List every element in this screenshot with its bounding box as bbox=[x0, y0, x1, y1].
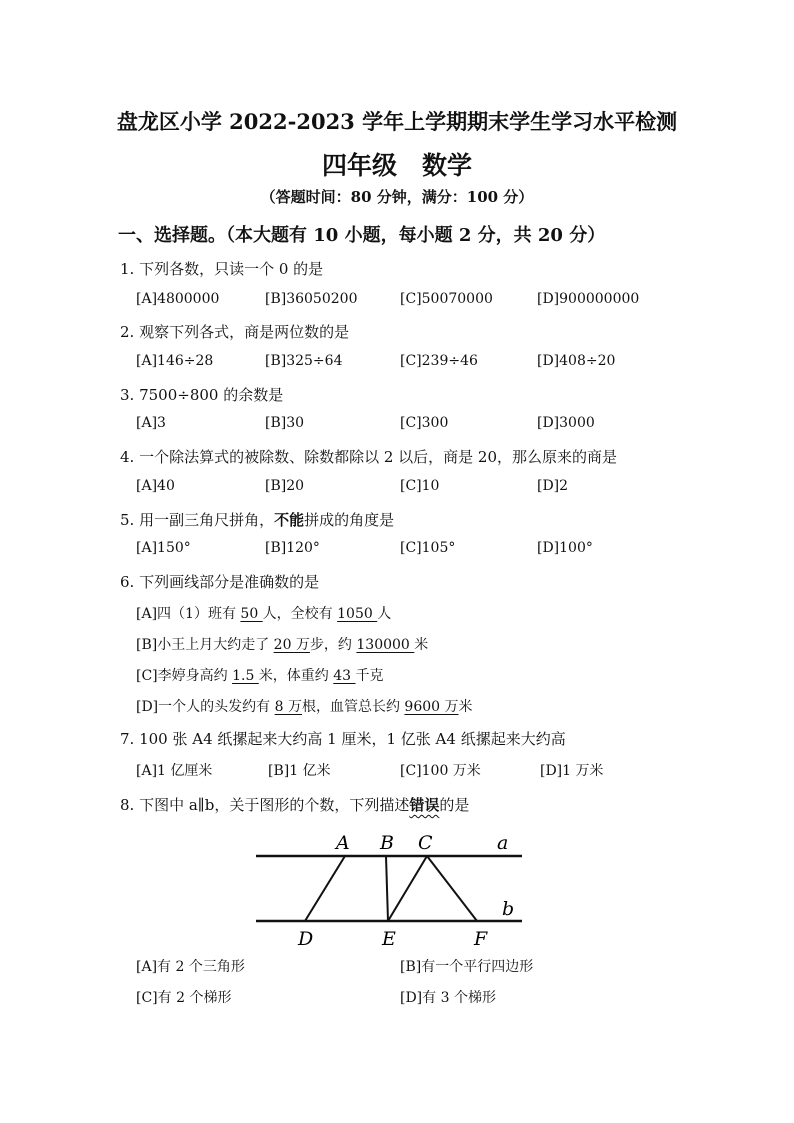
label-B: B bbox=[380, 832, 394, 854]
question-1-option-a[interactable]: [A]4800000 bbox=[136, 291, 220, 307]
question-5-option-b[interactable]: [B]120° bbox=[265, 540, 320, 556]
segment-ad bbox=[305, 856, 345, 921]
question-7-option-a[interactable]: [A]1 亿厘米 bbox=[136, 763, 213, 779]
question-1-option-b[interactable]: [B]36050200 bbox=[265, 291, 358, 307]
label-A: A bbox=[336, 832, 350, 854]
question-6-option-b[interactable]: [B]小王上月大约走了 20 万步，约 130000 米 bbox=[136, 637, 429, 653]
question-3-option-a[interactable]: [A]3 bbox=[136, 415, 166, 431]
question-2-option-b[interactable]: [B]325÷64 bbox=[265, 353, 343, 369]
label-a: a bbox=[497, 832, 509, 854]
question-1-option-d[interactable]: [D]900000000 bbox=[537, 291, 640, 307]
question-6-option-d[interactable]: [D]一个人的头发约有 8 万根，血管总长约 9600 万米 bbox=[136, 699, 473, 715]
question-3-option-b[interactable]: [B]30 bbox=[265, 415, 305, 431]
question-8-option-c[interactable]: [C]有 2 个梯形 bbox=[136, 990, 232, 1006]
question-4-stem: 4. 一个除法算式的被除数、除数都除以 2 以后，商是 20，那么原来的商是 bbox=[120, 448, 618, 466]
question-4-option-a[interactable]: [A]40 bbox=[136, 478, 175, 494]
emphasis-not: 不能 bbox=[274, 511, 305, 529]
exam-info: （答题时间：80 分钟，满分：100 分） bbox=[260, 188, 534, 206]
segment-be bbox=[386, 856, 388, 921]
question-8-option-b[interactable]: [B]有一个平行四边形 bbox=[400, 959, 534, 975]
question-2-option-c[interactable]: [C]239÷46 bbox=[400, 353, 478, 369]
question-3-option-c[interactable]: [C]300 bbox=[400, 415, 449, 431]
question-4-option-d[interactable]: [D]2 bbox=[537, 478, 569, 494]
question-5-option-d[interactable]: [D]100° bbox=[537, 540, 593, 556]
section-title: 一、选择题。（本大题有 10 小题，每小题 2 分，共 20 分） bbox=[118, 225, 606, 246]
grade-subject: 四年级 数学 bbox=[321, 151, 472, 180]
question-5-option-a[interactable]: [A]150° bbox=[136, 540, 191, 556]
question-5-option-c[interactable]: [C]105° bbox=[400, 540, 456, 556]
question-7-option-d[interactable]: [D]1 万米 bbox=[540, 763, 604, 779]
question-5-stem: 5. 用一副三角尺拼角，不能拼成的角度是 bbox=[120, 511, 395, 529]
segment-ce bbox=[388, 856, 427, 921]
exam-title: 盘龙区小学 2022-2023 学年上学期期末学生学习水平检测 bbox=[116, 109, 678, 134]
label-D: D bbox=[298, 928, 314, 950]
question-3-option-d[interactable]: [D]3000 bbox=[537, 415, 595, 431]
question-8-stem: 8. 下图中 a∥b，关于图形的个数，下列描述错误的是 bbox=[120, 796, 470, 814]
label-C: C bbox=[418, 832, 433, 854]
question-8-option-a[interactable]: [A]有 2 个三角形 bbox=[136, 959, 245, 975]
label-E: E bbox=[382, 928, 396, 950]
question-6-option-a[interactable]: [A]四（1）班有 50 人，全校有 1050 人 bbox=[136, 606, 392, 622]
question-2-option-a[interactable]: [A]146÷28 bbox=[136, 353, 214, 369]
label-F: F bbox=[474, 928, 488, 950]
emphasis-wrong: 错误 bbox=[409, 796, 440, 814]
question-8-option-d[interactable]: [D]有 3 个梯形 bbox=[400, 990, 496, 1006]
segment-cf bbox=[427, 856, 477, 921]
question-7-stem: 7. 100 张 A4 纸摞起来大约高 1 厘米，1 亿张 A4 纸摞起来大约高 bbox=[120, 730, 566, 748]
question-7-option-b[interactable]: [B]1 亿米 bbox=[268, 763, 331, 779]
question-6-stem: 6. 下列画线部分是准确数的是 bbox=[120, 573, 320, 591]
question-6-option-c[interactable]: [C]李婷身高约 1.5 米，体重约 43 千克 bbox=[136, 668, 384, 684]
question-2-option-d[interactable]: [D]408÷20 bbox=[537, 353, 616, 369]
question-7-option-c[interactable]: [C]100 万米 bbox=[400, 763, 481, 779]
question-4-option-c[interactable]: [C]10 bbox=[400, 478, 440, 494]
question-4-option-b[interactable]: [B]20 bbox=[265, 478, 305, 494]
question-2-stem: 2. 观察下列各式，商是两位数的是 bbox=[120, 323, 350, 341]
label-b: b bbox=[502, 898, 515, 920]
question-1-option-c[interactable]: [C]50070000 bbox=[400, 291, 493, 307]
question-1-stem: 1. 下列各数，只读一个 0 的是 bbox=[120, 260, 324, 278]
question-3-stem: 3. 7500÷800 的余数是 bbox=[120, 386, 284, 404]
